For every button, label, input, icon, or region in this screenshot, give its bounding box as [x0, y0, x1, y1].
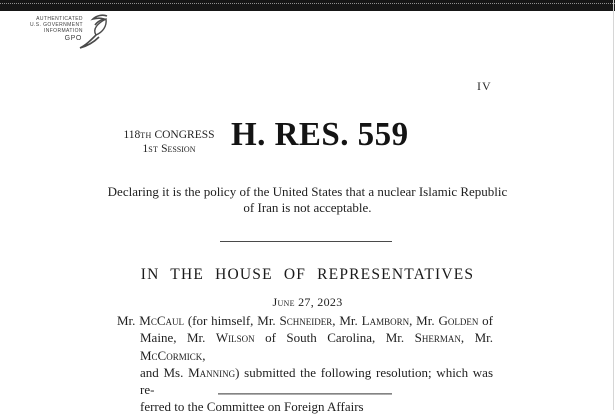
- sponsor-text: of: [478, 313, 493, 328]
- session-line: [116, 143, 222, 157]
- sponsors-line: [117, 398, 493, 415]
- separator-rule-top: [220, 241, 392, 242]
- scan-perforation-bar: [0, 0, 615, 11]
- gpo-acronym: GPO: [64, 35, 82, 42]
- sponsor-text: ) submitted the following resolution; which was re-: [140, 364, 493, 398]
- congress-label: CONGRESS: [151, 129, 215, 141]
- page-folio-number: IV: [477, 79, 492, 93]
- sponsor-text: and Ms.: [140, 364, 189, 380]
- congress-number: 118: [123, 129, 141, 141]
- gpo-seal-line: AUTHENTICATED: [36, 16, 83, 22]
- sponsor-name: McCaul: [139, 313, 184, 328]
- chamber-heading: IN THE HOUSE OF REPRESENTATIVES: [140, 266, 475, 283]
- sponsor-name: Wilson: [215, 330, 255, 346]
- sponsor-name: Schneider: [279, 313, 333, 328]
- gpo-seal-text: [30, 13, 83, 42]
- sponsor-name: Lamborn: [361, 313, 410, 328]
- session-number: 1: [142, 142, 149, 155]
- sponsor-text: ferred to the Committee on Foreign Affairs: [140, 399, 364, 415]
- sponsor-text: , Mr.: [332, 313, 362, 328]
- sponsor-name: McCormick: [140, 347, 203, 363]
- sponsor-name: Manning: [188, 364, 236, 380]
- congress-line: [116, 129, 222, 143]
- session-label: Session: [158, 142, 196, 155]
- congress-session-block: [116, 129, 222, 156]
- gpo-seal-line: INFORMATION: [43, 28, 83, 34]
- preamble-line: of Iran is not acceptable.: [243, 199, 372, 215]
- sponsor-text: Mr.: [117, 313, 140, 328]
- perforation-dots: [0, 3, 615, 4]
- preamble-text: [0, 184, 615, 215]
- sponsor-text: (for himself, Mr.: [184, 313, 280, 328]
- congress-ordinal: TH: [140, 131, 152, 140]
- sponsor-text: , Mr.: [409, 313, 439, 328]
- bill-number-title: H. RES. 559: [231, 116, 409, 153]
- preamble-line: Declaring it is the policy of the United States that a nuclear Islamic Republic: [107, 184, 508, 199]
- sponsors-line: [117, 312, 493, 329]
- gpo-authentication-seal: [30, 13, 111, 49]
- sponsor-text: ,: [202, 347, 206, 363]
- sponsors-paragraph: [117, 312, 493, 416]
- separator-rule-bottom: [218, 393, 392, 395]
- sponsor-text: Maine, Mr.: [140, 330, 216, 346]
- sponsor-text: , Mr.: [460, 330, 494, 346]
- introduction-date: June 27, 2023: [272, 295, 343, 309]
- sponsor-name: Sherman: [414, 330, 461, 346]
- session-ordinal: ST: [148, 144, 159, 154]
- gpo-eagle-icon: [77, 13, 111, 49]
- sponsors-line: [117, 329, 493, 364]
- sponsor-text: of South Carolina, Mr.: [254, 330, 415, 346]
- sponsor-name: Golden: [438, 313, 479, 328]
- gpo-seal-line: U.S. GOVERNMENT: [30, 22, 83, 28]
